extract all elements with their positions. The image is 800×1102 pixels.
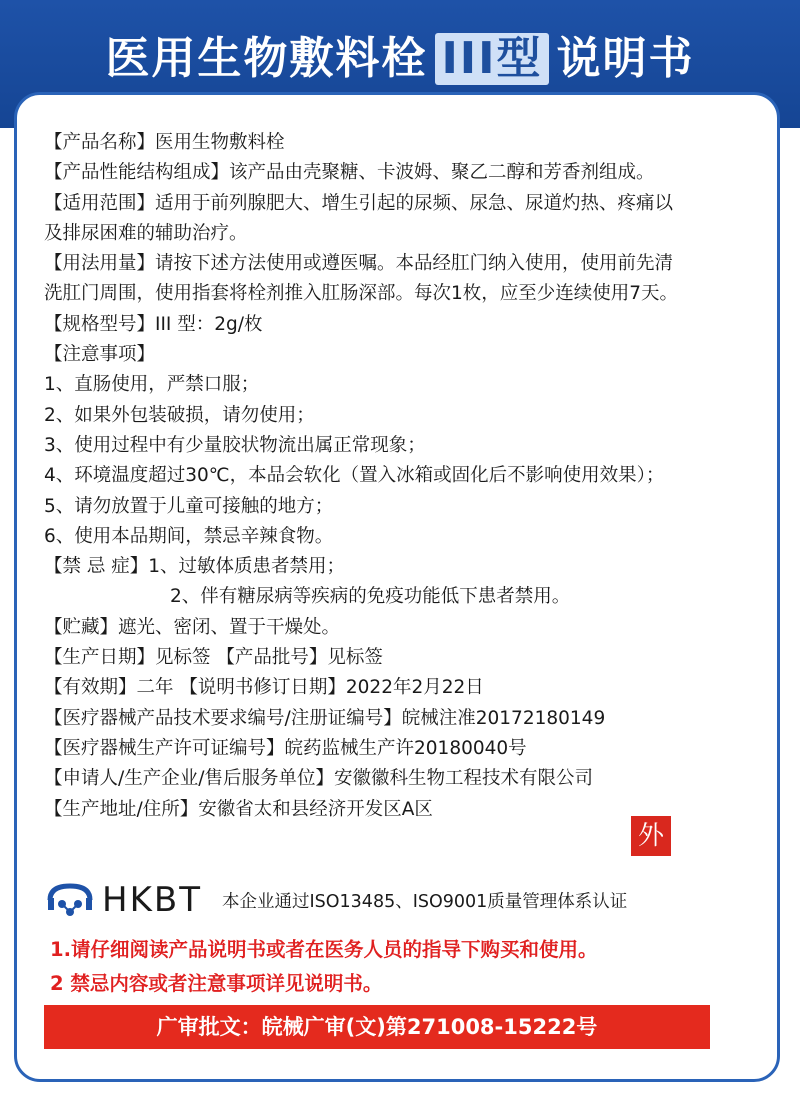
precaution-item: 6、使用本品期间，禁忌辛辣食物。	[44, 525, 334, 547]
product-name-line: 【产品名称】医用生物敷料栓	[44, 132, 285, 153]
warning-line-2: 2 禁忌内容或者注意事项详见说明书。	[50, 972, 383, 995]
usage-line-cont: 洗肛门周围，使用指套将栓剂推入肛肠深部。每次1枚，应至少连续使用7天。	[44, 283, 679, 305]
license-line: 【医疗器械生产许可证编号】皖药监械生产许20180040号	[44, 737, 527, 759]
logo-text: HKBT	[102, 880, 202, 920]
document-title	[0, 22, 800, 86]
company-logo	[44, 880, 202, 920]
ad-approval-bar: 广审批文：皖械广审(文)第271008-15222号	[44, 1005, 710, 1049]
instruction-body	[44, 128, 774, 825]
warning-line-1: 1.请仔细阅读产品说明书或者在医务人员的指导下购买和使用。	[50, 938, 598, 961]
validity-line: 【有效期】二年 【说明书修订日期】2022年2月22日	[44, 677, 484, 699]
registration-line: 【医疗器械产品技术要求编号/注册证编号】皖械注准20172180149	[44, 707, 606, 729]
contraindication-line: 【禁 忌 症】1、过敏体质患者禁用；	[44, 556, 346, 578]
external-use-mark: 外	[631, 816, 671, 856]
production-date-line: 【生产日期】见标签 【产品批号】见标签	[44, 647, 383, 669]
usage-line: 【用法用量】请按下述方法使用或遵医嘱。本品经肛门纳入使用，使用前先清	[44, 253, 674, 275]
certification-text: 本企业通过ISO13485、ISO9001质量管理体系认证	[222, 892, 628, 912]
title-model-badge: III型	[435, 33, 548, 85]
storage-line: 【贮藏】遮光、密闭、置于干燥处。	[44, 616, 341, 638]
manufacturer-line: 【申请人/生产企业/售后服务单位】安徽徽科生物工程技术有限公司	[44, 768, 593, 790]
title-main: 医用生物敷料栓	[105, 33, 428, 84]
composition-line: 【产品性能结构组成】该产品由壳聚糖、卡波姆、聚乙二醇和芳香剂组成。	[44, 162, 655, 184]
hkbt-logo-icon	[44, 880, 96, 920]
contraindication-line-cont: 2、伴有糖尿病等疾病的免疫功能低下患者禁用。	[170, 586, 571, 608]
precaution-item: 1、直肠使用，严禁口服；	[44, 374, 260, 396]
title-tail: 说明书	[556, 33, 695, 84]
precaution-item: 2、如果外包装破损，请勿使用；	[44, 404, 315, 426]
scope-line: 【适用范围】适用于前列腺肥大、增生引起的尿频、尿急、尿道灼热、疼痛以	[44, 192, 674, 214]
precaution-item: 4、环境温度超过30℃，本品会软化（置入冰箱或固化后不影响使用效果）；	[44, 465, 665, 487]
spec-line: 【规格型号】III 型：2g/枚	[44, 313, 263, 335]
precaution-item: 3、使用过程中有少量胶状物流出属正常现象；	[44, 434, 426, 456]
precautions-heading: 【注意事项】	[44, 344, 156, 366]
scope-line-cont: 及排尿困难的辅助治疗。	[44, 222, 248, 244]
address-line: 【生产地址/住所】安徽省太和县经济开发区A区	[44, 798, 433, 820]
precaution-item: 5、请勿放置于儿童可接触的地方；	[44, 495, 334, 517]
